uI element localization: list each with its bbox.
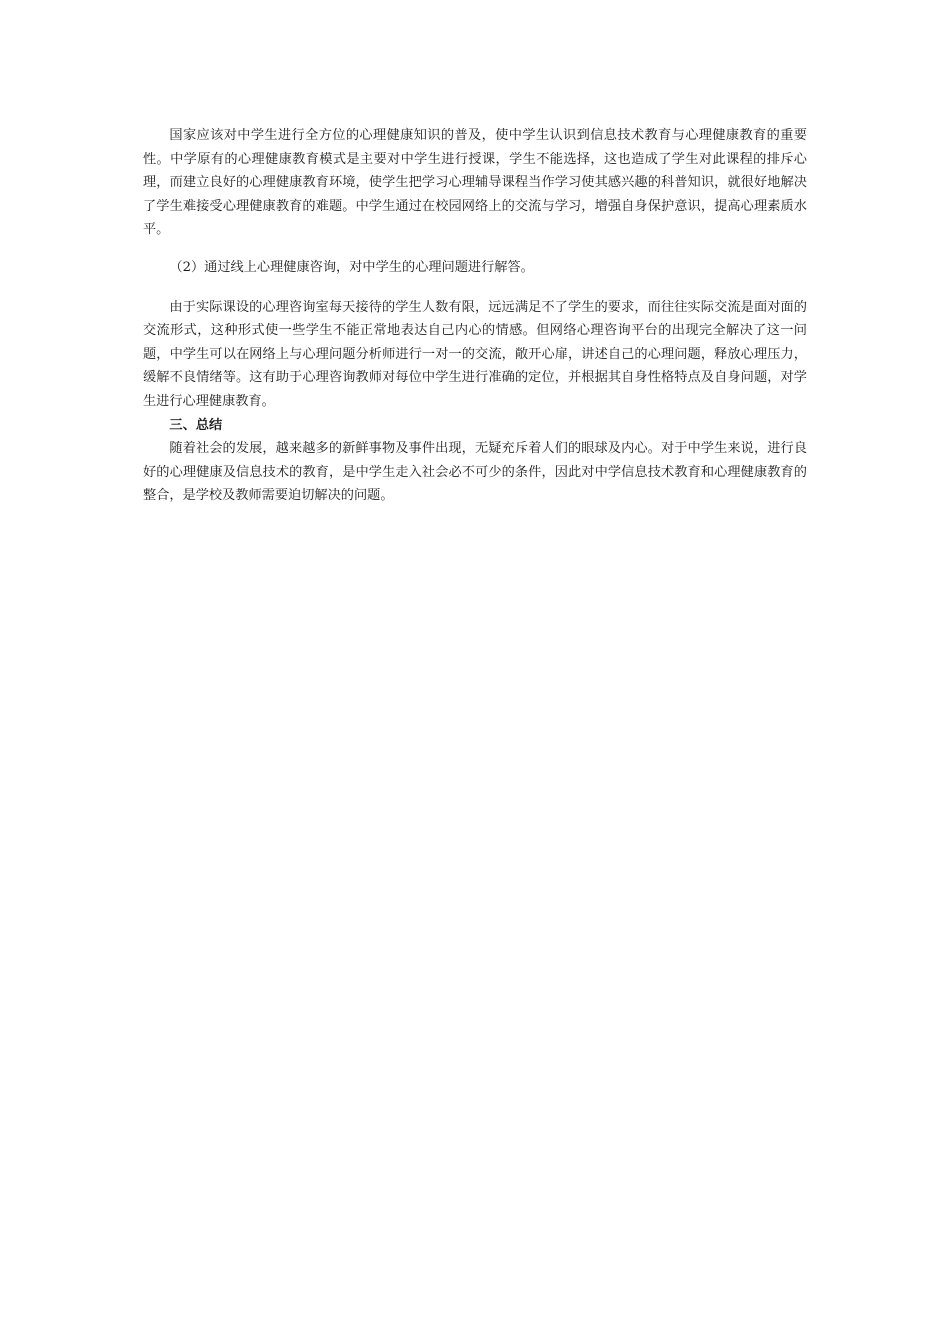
document-page: [143, 124, 807, 508]
paragraph-summary: 随着社会的发展，越来越多的新鲜事物及事件出现，无疑充斥着人们的眼球及内心。对于中学生来说，进行良好的心理健康及信息技术的教育，是中学生走入社会必不可少的条件，因此对中学信息技术教育和心理健康教育的整合，是学校及教师需要迫切解决的问题。: [143, 441, 807, 504]
section-heading-summary: 三、总结: [169, 417, 223, 433]
paragraph-point-2: （2）通过线上心理健康咨询，对中学生的心理问题进行解答。: [169, 259, 534, 275]
paragraph-online-counseling: 由于实际课设的心理咨询室每天接待的学生人数有限，远远满足不了学生的要求，而往往实际交流是面对面的交流形式，这种形式使一些学生不能正常地表达自己内心的情感。但网络心理咨询平台的出现完全解决了这一问题，中学生可以在网络上与心理问题分析师进行一对一的交流，敞开心扉，讲述自己的心理问题，释放心理压力，缓解不良情绪等。这有助于心理咨询教师对每位中学生进行准确的定位，并根据其自身性格特点及自身问题，对学生进行心理健康教育。: [143, 299, 807, 409]
paragraph-intro: 国家应该对中学生进行全方位的心理健康知识的普及，使中学生认识到信息技术教育与心理健康教育的重要性。中学原有的心理健康教育模式是主要对中学生进行授课，学生不能选择，这也造成了学生对此课程的排斥心理，而建立良好的心理健康教育环境，使学生把学习心理辅导课程当作学习使其感兴趣的科普知识，就很好地解决了学生难接受心理健康教育的难题。中学生通过在校园网络上的交流与学习，增强自身保护意识，提高心理素质水平。: [143, 128, 807, 238]
